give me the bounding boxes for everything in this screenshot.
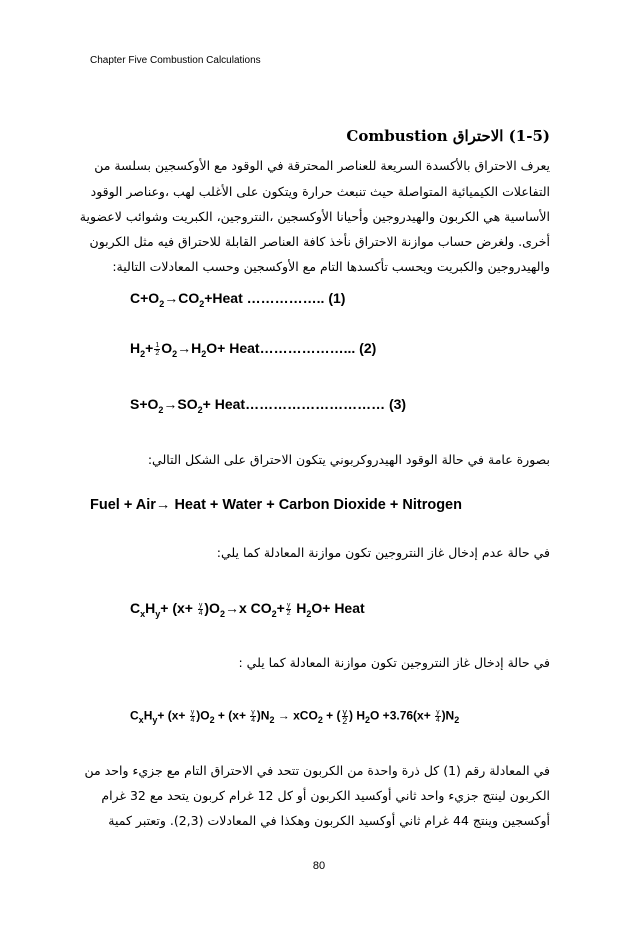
paragraph-line-2: التفاعلات الكيميائية المتواصلة حيث تنبعث حرارة ويتكون على الأغلب لهب ،وعناصر الوقود — [90, 184, 550, 199]
paragraph2-line-3: أوكسجين وينتج 44 غرام ثاني أوكسيد الكربون وهكذا في المعادلات (2,3). وتعتبر كمية — [108, 813, 550, 828]
paragraph-line-4: أخرى. ولغرض حساب موازنة الاحتراق نأخذ كافة العناصر القابلة للاحتراق فيه مثل الكربون — [89, 234, 550, 249]
no-nitrogen-intro: في حالة عدم إدخال غاز النتروجين تكون موازنة المعادلة كما يلي: — [216, 545, 550, 560]
equation-1: $C+O_2\to CO_2+Heat$ …………….. (1) — [130, 290, 346, 309]
paragraph2-line-2: الكربون لينتج جزيء واحد ثاني أوكسيد الكربون أو كل 12 غرام كربون يتحد مع 32 غرام — [101, 788, 550, 803]
page-header: Chapter Five Combustion Calculations — [90, 55, 261, 66]
hydrocarbon-intro: بصورة عامة في حالة الوقود الهيدروكربوني يتكون الاحتراق على الشكل التالي: — [147, 452, 550, 467]
paragraph-line-3: الأساسية هي الكربون والهيدروجين وأحيانا الأوكسجين ،النتروجين، الكبريت وشوائب لاعضوية — [79, 209, 550, 224]
equation-without-nitrogen: $C_xH_y+ (x+$ $\frac{y}{4}$ )$O_2\to x$ $CO_2+$ $\frac{y}{2}$ $H_2O+$ Heat — [130, 600, 365, 619]
word-equation: Fuel + Air→ Heat + Water + Carbon Dioxide + Nitrogen — [90, 497, 462, 513]
with-nitrogen-intro: في حالة إدخال غاز النتروجين تكون موازنة المعادلة كما يلي : — [238, 655, 550, 670]
paragraph-line-1: يعرف الاحتراق بالأكسدة السريعة للعناصر المحترقة في الوقود مع الأوكسجين بسلسة من — [94, 158, 550, 173]
section-title: (1-5) الاحتراق Combustion — [346, 127, 550, 145]
paragraph2-line-1: في المعادلة رقم (1) كل ذرة واحدة من الكربون تتحد في الاحتراق التام مع جزيء واحد من — [84, 763, 550, 778]
equation-3: $S+O_2\to SO_2+$ Heat………………………… (3) — [130, 396, 407, 415]
paragraph-line-5: والهيدروجين والكبريت ويحسب تأكسدها التام مع الأوكسجين وحسب المعادلات التالية: — [112, 259, 550, 274]
page-number: 80 — [312, 860, 326, 872]
equation-with-nitrogen: $C_xH_y+ (x+$ $\frac{y}{4}$ )$O_2 + (x+$ $\frac{y}{4}$ )$N_2 \to xCO_2$ + ( $\frac{y}{2}$ ) $H_2O +3.76(x+$ $\frac{y}{4}$ )$N_2$ — [130, 707, 460, 726]
equation-2: $H_2+$ $\frac{1}{2}$ $O_2\to H_2O+$ Heat………………... (2) — [130, 340, 377, 359]
